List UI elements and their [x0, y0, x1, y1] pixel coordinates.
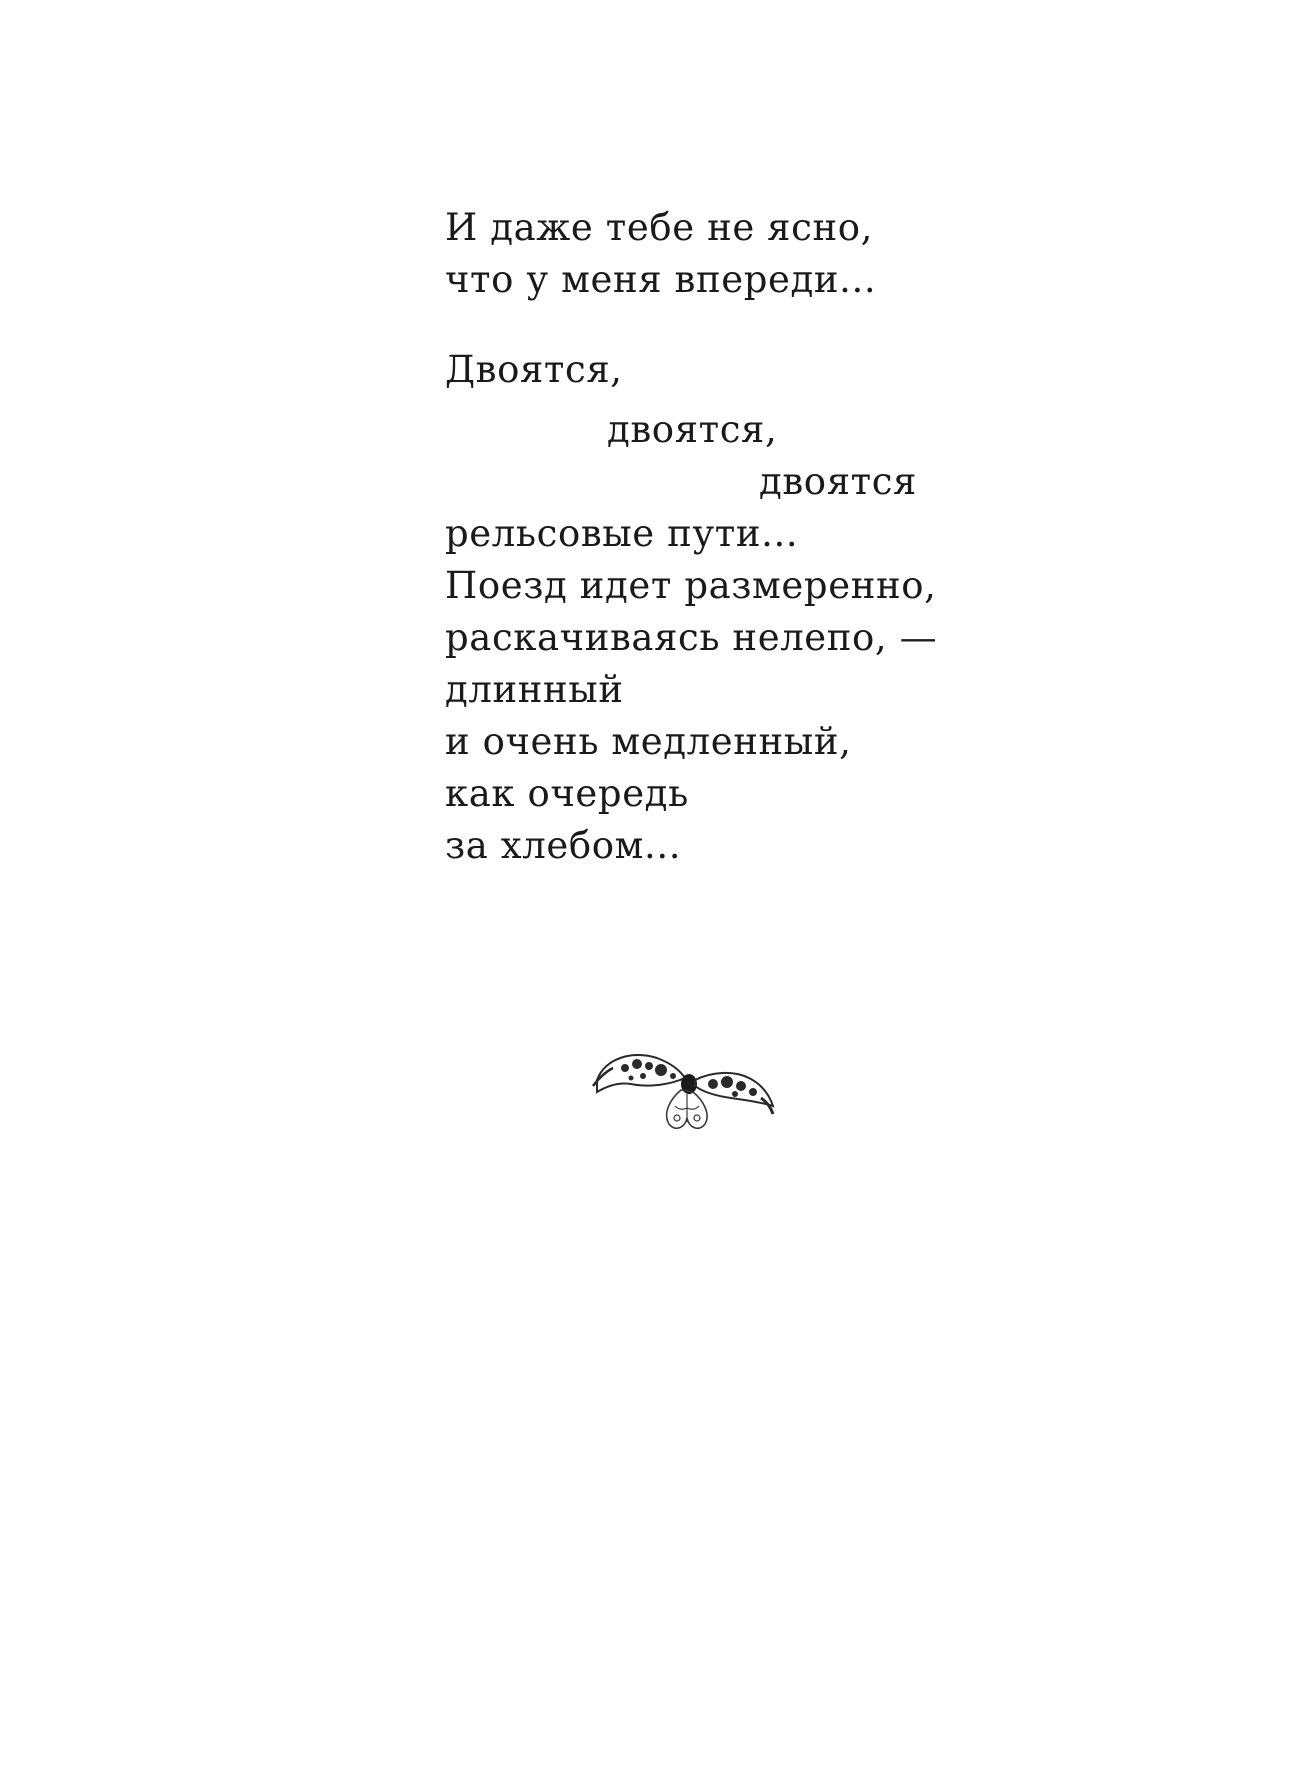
- poem-line: раскачиваясь нелепо, —: [445, 616, 938, 659]
- poem-line: рельсовые пути...: [445, 512, 799, 555]
- poem-line: Двоятся,: [445, 348, 623, 391]
- poem-line: Поезд идет размеренно,: [445, 564, 937, 607]
- poem-line: и очень медленный,: [445, 720, 852, 763]
- poem-line: что у меня впереди...: [445, 258, 877, 301]
- poem-line: как очередь: [445, 772, 689, 815]
- poem-line: за хлебом...: [445, 824, 682, 867]
- poem-line: И даже тебе не ясно,: [445, 206, 873, 249]
- poem-line: длинный: [445, 668, 624, 711]
- poem-line-indented: двоятся: [759, 460, 917, 503]
- butterfly-icon: [585, 1028, 785, 1158]
- poem-line-indented: двоятся,: [607, 408, 778, 451]
